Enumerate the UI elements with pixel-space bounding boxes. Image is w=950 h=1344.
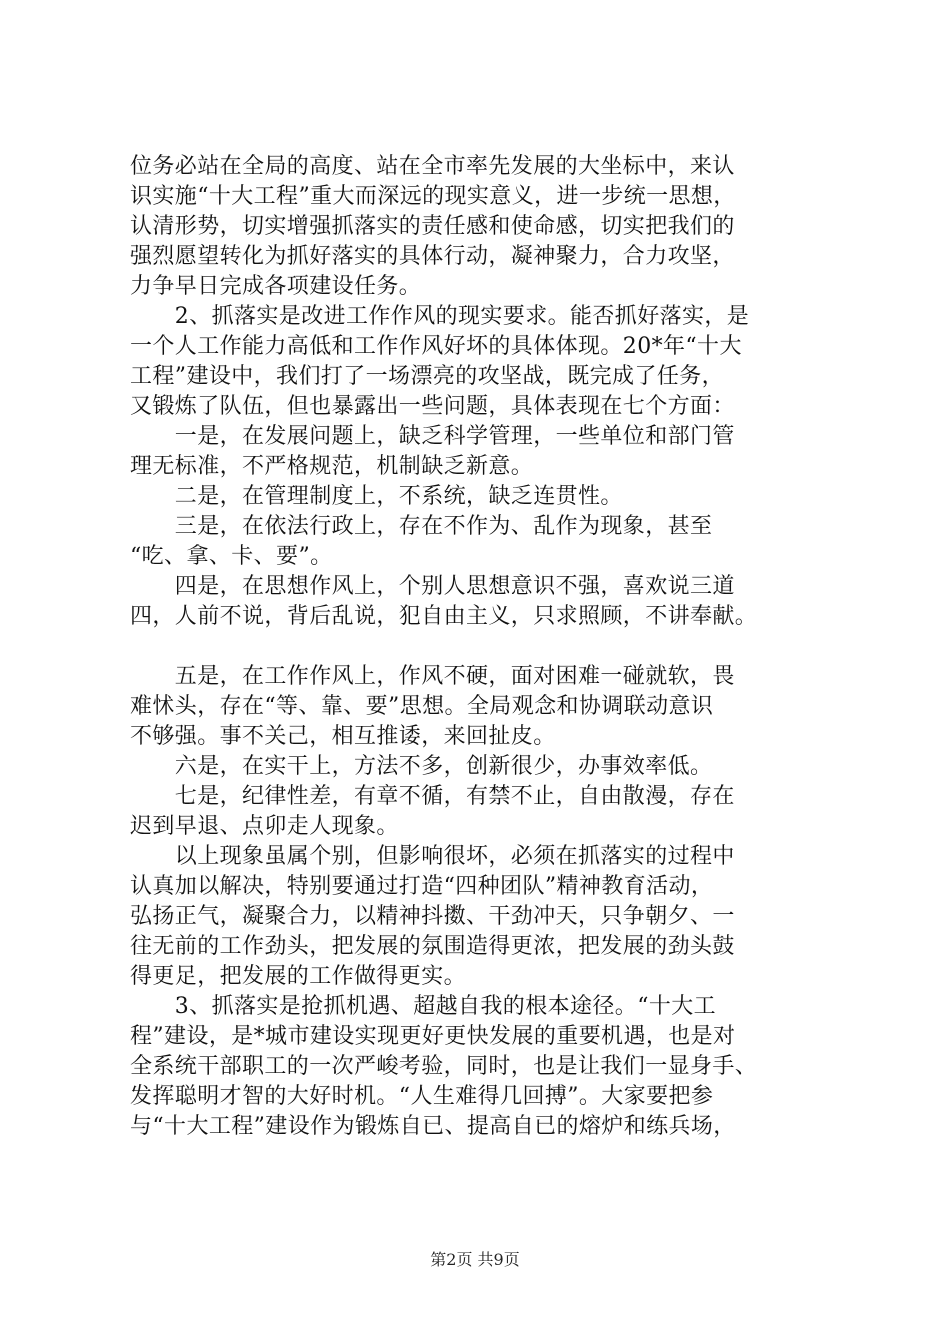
text-line: 一是，在发展问题上，缺乏科学管理，一些单位和部门管 (130, 424, 735, 449)
text-line: 力争早日完成各项建设任务。 (130, 274, 422, 299)
text-line: 六是，在实干上，方法不多，创新很少，办事效率低。 (130, 754, 713, 779)
text-line: 与“十大工程”建设作为锻炼自已、提高自已的熔炉和练兵场， (130, 1114, 736, 1139)
text-line: 工程”建设中，我们打了一场漂亮的攻坚战，既完成了任务， (130, 364, 725, 389)
text-line: “吃、拿、卡、要”。 (130, 544, 333, 569)
text-line: 一个人工作能力高低和工作作风好坏的具体体现。20*年“十大 (130, 334, 742, 359)
text-line: 位务必站在全局的高度、站在全市率先发展的大坐标中，来认 (130, 154, 735, 179)
text-line: 难怵头，存在“等、靠、要”思想。全局观念和协调联动意识 (130, 694, 714, 719)
text-line: 又锻炼了队伍，但也暴露出一些问题，具体表现在七个方面： (130, 394, 735, 419)
text-line: 强烈愿望转化为抓好落实的具体行动，凝神聚力，合力攻坚， (130, 244, 735, 269)
blank-line (130, 632, 840, 662)
text-line: 2、抓落实是改进工作作风的现实要求。能否抓好落实，是 (130, 304, 750, 329)
text-line: 全系统干部职工的一次严峻考验，同时，也是让我们一显身手、 (130, 1054, 758, 1079)
text-line: 三是，在依法行政上，存在不作为、乱作为现象，甚至 (130, 514, 713, 539)
page-number-footer: 第2页 共9页 (430, 1250, 520, 1269)
text-line: 七是，纪律性差，有章不循，有禁不止，自由散漫，存在 (130, 784, 735, 809)
document-body (130, 152, 840, 1142)
text-line: 四是，在思想作风上，个别人思想意识不强，喜欢说三道 (130, 574, 735, 599)
text-line: 理无标准，不严格规范，机制缺乏新意。 (130, 454, 534, 479)
text-line: 四，人前不说，背后乱说，犯自由主义，只求照顾，不讲奉献。 (130, 604, 758, 629)
text-line: 弘扬正气，凝聚合力，以精神抖擞、干劲冲天，只争朝夕、一 (130, 904, 735, 929)
text-line: 以上现象虽属个别，但影响很坏，必须在抓落实的过程中 (130, 844, 735, 869)
text-line: 认真加以解决，特别要通过打造“四种团队”精神教育活动， (130, 874, 714, 899)
text-line: 发挥聪明才智的大好时机。“人生难得几回搏”。大家要把参 (130, 1084, 714, 1109)
text-line: 识实施“十大工程”重大而深远的现实意义，进一步统一思想， (130, 184, 736, 209)
text-line: 得更足，把发展的工作做得更实。 (130, 964, 467, 989)
text-line: 不够强。事不关己，相互推诿，来回扯皮。 (130, 724, 556, 749)
text-line: 3、抓落实是抢抓机遇、超越自我的根本途径。“十大工 (130, 994, 717, 1019)
text-line: 二是，在管理制度上，不系统，缺乏连贯性。 (130, 484, 623, 509)
text-line: 五是，在工作作风上，作风不硬，面对困难一碰就软，畏 (130, 664, 735, 689)
text-line: 迟到早退、点卯走人现象。 (130, 814, 399, 839)
text-line: 认清形势，切实增强抓落实的责任感和使命感，切实把我们的 (130, 214, 735, 239)
text-line: 程”建设，是*城市建设实现更好更快发展的重要机遇，也是对 (130, 1024, 736, 1049)
text-line: 往无前的工作劲头，把发展的氛围造得更浓，把发展的劲头鼓 (130, 934, 735, 959)
